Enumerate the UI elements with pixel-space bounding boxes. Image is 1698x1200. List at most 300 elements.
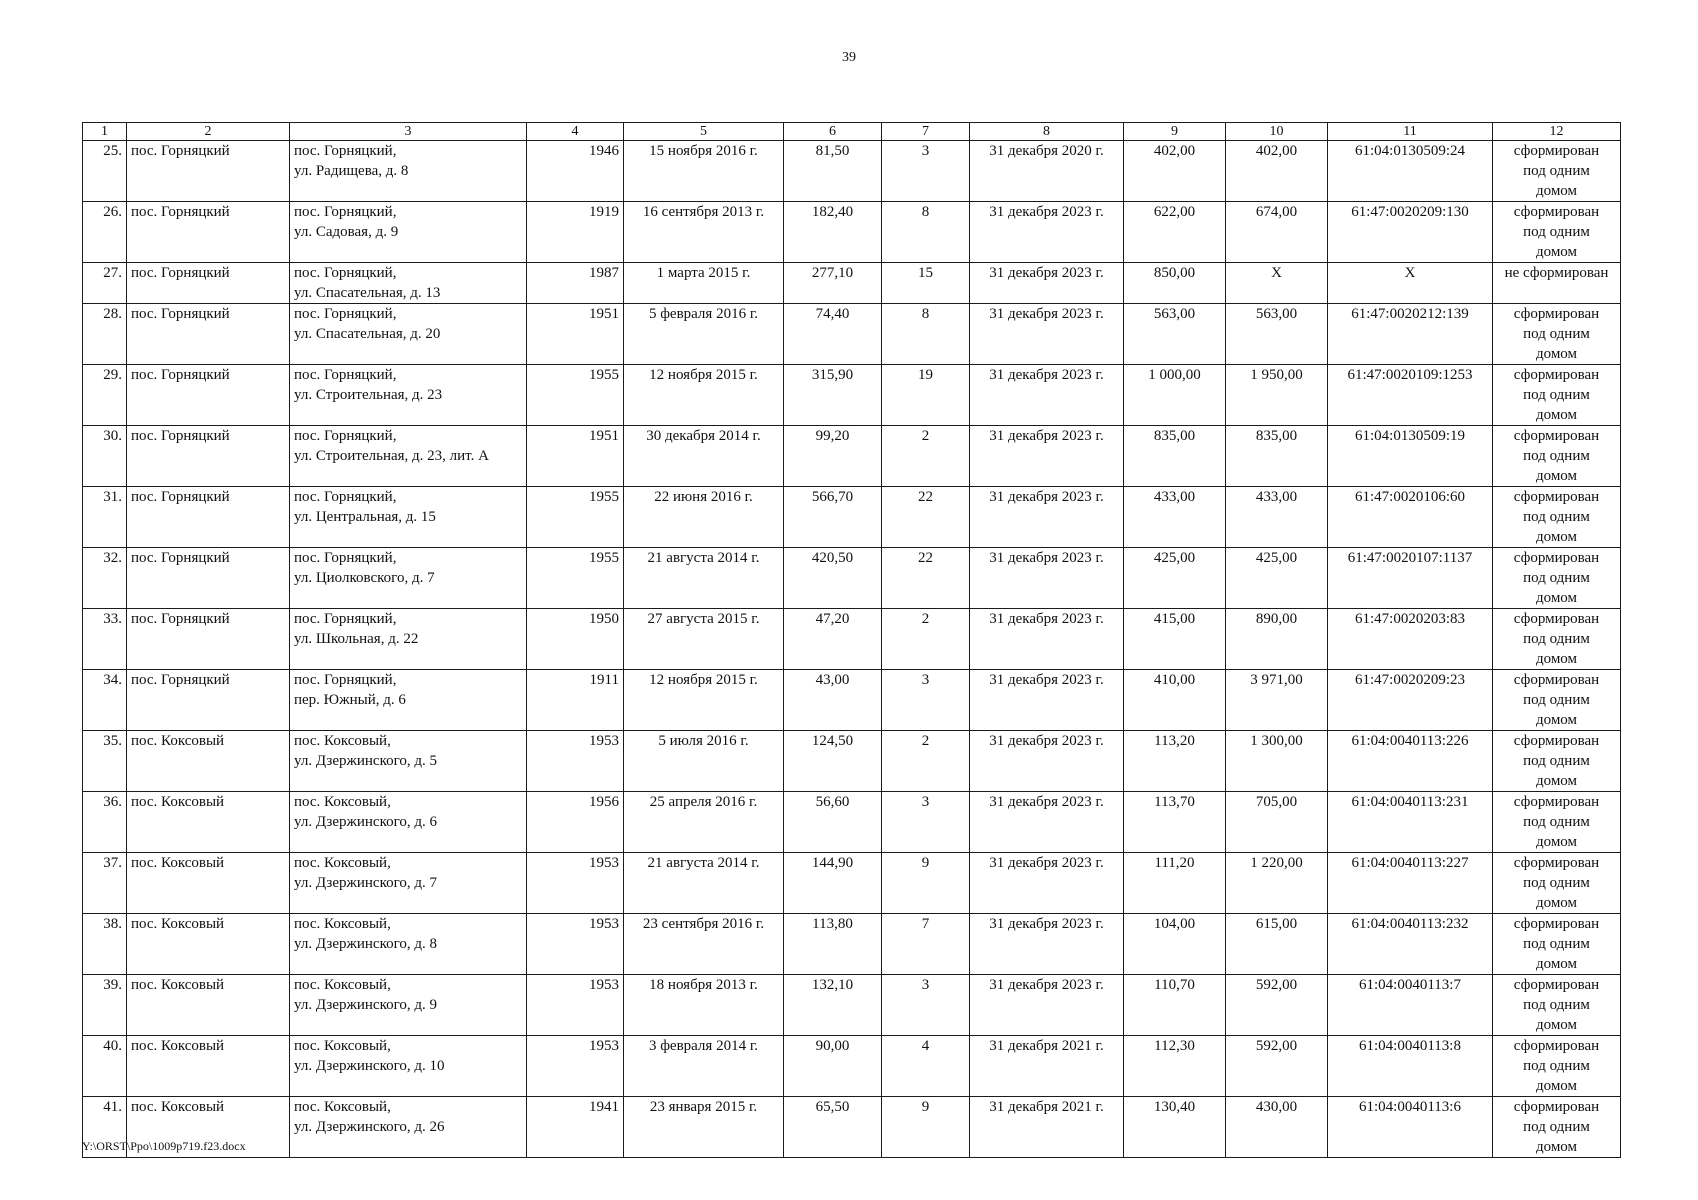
table-row	[83, 1036, 1621, 1097]
address-line: ул. Строительная, д. 23	[294, 387, 443, 403]
address-line: пос. Горняцкий,	[294, 550, 397, 566]
land-plot-status	[1493, 914, 1621, 975]
residents-count: 15	[882, 263, 970, 304]
address-line: ул. Спасательная, д. 13	[294, 285, 441, 301]
status-line: сформирован	[1513, 794, 1600, 810]
resettlement-deadline: 31 декабря 2021 г.	[970, 1097, 1124, 1158]
residents-count: 2	[882, 731, 970, 792]
status-line: под одним	[1523, 692, 1590, 708]
address-line: ул. Школьная, д. 22	[294, 631, 419, 647]
address-line: пос. Коксовый,	[294, 794, 391, 810]
address-line: пос. Горняцкий,	[294, 428, 397, 444]
settlement-name: пос. Горняцкий	[127, 548, 290, 609]
recognition-date: 23 января 2015 г.	[624, 1097, 784, 1158]
table-row	[83, 548, 1621, 609]
residents-count: 3	[882, 670, 970, 731]
settlement-name: пос. Коксовый	[127, 731, 290, 792]
status-line: сформирован	[1513, 143, 1600, 159]
residents-count: 9	[882, 853, 970, 914]
construction-year: 1987	[527, 263, 624, 304]
status-line: под одним	[1523, 570, 1590, 586]
address-line: ул. Спасательная, д. 20	[294, 326, 441, 342]
column-9-value: 104,00	[1124, 914, 1226, 975]
status-line: домом	[1535, 468, 1578, 484]
column-10-value: 674,00	[1226, 202, 1328, 263]
status-line: сформирован	[1513, 550, 1600, 566]
status-line: домом	[1535, 1078, 1578, 1094]
residents-count: 2	[882, 426, 970, 487]
area-value: 315,90	[784, 365, 882, 426]
land-plot-status	[1493, 304, 1621, 365]
recognition-date: 15 ноября 2016 г.	[624, 141, 784, 202]
land-plot-status	[1493, 853, 1621, 914]
column-9-value: 622,00	[1124, 202, 1226, 263]
recognition-date: 16 сентября 2013 г.	[624, 202, 784, 263]
recognition-date: 23 сентября 2016 г.	[624, 914, 784, 975]
column-10-value: 1 300,00	[1226, 731, 1328, 792]
cadastral-number: 61:04:0040113:8	[1328, 1036, 1493, 1097]
status-line: домом	[1535, 244, 1578, 260]
address-line: ул. Дзержинского, д. 10	[294, 1058, 445, 1074]
row-number: 38.	[83, 914, 127, 975]
status-line: сформирован	[1513, 489, 1600, 505]
status-line: под одним	[1523, 936, 1590, 952]
address-line: ул. Центральная, д. 15	[294, 509, 436, 525]
status-line: сформирован	[1513, 672, 1600, 688]
status-line: под одним	[1523, 387, 1590, 403]
row-number: 26.	[83, 202, 127, 263]
column-10-value: 592,00	[1226, 1036, 1328, 1097]
resettlement-deadline: 31 декабря 2023 г.	[970, 426, 1124, 487]
settlement-name: пос. Горняцкий	[127, 304, 290, 365]
resettlement-deadline: 31 декабря 2023 г.	[970, 304, 1124, 365]
table-row	[83, 975, 1621, 1036]
status-line: домом	[1535, 183, 1578, 199]
house-address	[290, 426, 527, 487]
address-line: ул. Дзержинского, д. 8	[294, 936, 438, 952]
land-plot-status	[1493, 487, 1621, 548]
address-line: ул. Дзержинского, д. 9	[294, 997, 438, 1013]
house-address	[290, 670, 527, 731]
address-line: пос. Горняцкий,	[294, 489, 397, 505]
column-header: 11	[1328, 123, 1493, 141]
cadastral-number: 61:04:0040113:227	[1328, 853, 1493, 914]
column-10-value: 402,00	[1226, 141, 1328, 202]
cadastral-number: 61:47:0020209:23	[1328, 670, 1493, 731]
address-line: пос. Горняцкий,	[294, 306, 397, 322]
recognition-date: 5 июля 2016 г.	[624, 731, 784, 792]
construction-year: 1955	[527, 548, 624, 609]
land-plot-status	[1493, 609, 1621, 670]
land-plot-status	[1493, 548, 1621, 609]
area-value: 113,80	[784, 914, 882, 975]
residents-count: 19	[882, 365, 970, 426]
resettlement-deadline: 31 декабря 2023 г.	[970, 731, 1124, 792]
house-address	[290, 365, 527, 426]
area-value: 90,00	[784, 1036, 882, 1097]
row-number: 34.	[83, 670, 127, 731]
status-line: под одним	[1523, 753, 1590, 769]
house-address	[290, 853, 527, 914]
cadastral-number: 61:47:0020107:1137	[1328, 548, 1493, 609]
table-row	[83, 670, 1621, 731]
row-number: 28.	[83, 304, 127, 365]
column-10-value: 3 971,00	[1226, 670, 1328, 731]
table-row	[83, 914, 1621, 975]
status-line: сформирован	[1513, 204, 1600, 220]
area-value: 99,20	[784, 426, 882, 487]
address-line: пос. Коксовый,	[294, 855, 391, 871]
resettlement-deadline: 31 декабря 2023 г.	[970, 975, 1124, 1036]
cadastral-number: 61:47:0020212:139	[1328, 304, 1493, 365]
table-row	[83, 365, 1621, 426]
address-line: ул. Циолковского, д. 7	[294, 570, 435, 586]
settlement-name: пос. Горняцкий	[127, 365, 290, 426]
column-header: 3	[290, 123, 527, 141]
status-line: сформирован	[1513, 733, 1600, 749]
column-9-value: 425,00	[1124, 548, 1226, 609]
column-10-value: 1 950,00	[1226, 365, 1328, 426]
row-number: 27.	[83, 263, 127, 304]
table-row	[83, 731, 1621, 792]
area-value: 74,40	[784, 304, 882, 365]
row-number: 40.	[83, 1036, 127, 1097]
construction-year: 1953	[527, 914, 624, 975]
residents-count: 8	[882, 304, 970, 365]
address-line: ул. Дзержинского, д. 26	[294, 1119, 445, 1135]
table-row	[83, 263, 1621, 304]
land-plot-status	[1493, 670, 1621, 731]
column-number-row	[83, 123, 1621, 141]
status-line: сформирован	[1513, 428, 1600, 444]
status-line: домом	[1535, 651, 1578, 667]
construction-year: 1951	[527, 304, 624, 365]
residents-count: 4	[882, 1036, 970, 1097]
table-row	[83, 426, 1621, 487]
status-line: домом	[1535, 773, 1578, 789]
land-plot-status	[1493, 1036, 1621, 1097]
cadastral-number: 61:47:0020106:60	[1328, 487, 1493, 548]
column-10-value: 592,00	[1226, 975, 1328, 1036]
row-number: 35.	[83, 731, 127, 792]
status-line: под одним	[1523, 997, 1590, 1013]
cadastral-number: 61:04:0130509:24	[1328, 141, 1493, 202]
table-row	[83, 1097, 1621, 1158]
row-number: 36.	[83, 792, 127, 853]
recognition-date: 12 ноября 2015 г.	[624, 365, 784, 426]
column-9-value: 563,00	[1124, 304, 1226, 365]
settlement-name: пос. Горняцкий	[127, 141, 290, 202]
house-address	[290, 141, 527, 202]
status-line: под одним	[1523, 1119, 1590, 1135]
resettlement-deadline: 31 декабря 2023 г.	[970, 792, 1124, 853]
address-line: пер. Южный, д. 6	[294, 692, 406, 708]
area-value: 277,10	[784, 263, 882, 304]
settlement-name: пос. Горняцкий	[127, 263, 290, 304]
status-line: домом	[1535, 834, 1578, 850]
settlement-name: пос. Коксовый	[127, 1036, 290, 1097]
table-body	[83, 123, 1621, 1158]
house-address	[290, 304, 527, 365]
status-line: домом	[1535, 895, 1578, 911]
house-address	[290, 1097, 527, 1158]
status-line: под одним	[1523, 631, 1590, 647]
construction-year: 1953	[527, 1036, 624, 1097]
address-line: пос. Коксовый,	[294, 733, 391, 749]
construction-year: 1950	[527, 609, 624, 670]
column-9-value: 110,70	[1124, 975, 1226, 1036]
cadastral-number: Х	[1328, 263, 1493, 304]
cadastral-number: 61:04:0040113:7	[1328, 975, 1493, 1036]
footer-file-path: Y:\ORST\Ppo\1009p719.f23.docx	[82, 1139, 246, 1153]
table-row	[83, 304, 1621, 365]
settlement-name: пос. Горняцкий	[127, 487, 290, 548]
residents-count: 9	[882, 1097, 970, 1158]
status-line: под одним	[1523, 875, 1590, 891]
status-line: под одним	[1523, 448, 1590, 464]
column-9-value: 112,30	[1124, 1036, 1226, 1097]
house-address	[290, 548, 527, 609]
column-header: 2	[127, 123, 290, 141]
address-line: пос. Горняцкий,	[294, 672, 397, 688]
area-value: 566,70	[784, 487, 882, 548]
construction-year: 1953	[527, 975, 624, 1036]
area-value: 124,50	[784, 731, 882, 792]
column-header: 7	[882, 123, 970, 141]
status-line: сформирован	[1513, 1038, 1600, 1054]
construction-year: 1955	[527, 487, 624, 548]
status-line: под одним	[1523, 814, 1590, 830]
settlement-name: пос. Коксовый	[127, 975, 290, 1036]
area-value: 144,90	[784, 853, 882, 914]
house-address	[290, 975, 527, 1036]
area-value: 65,50	[784, 1097, 882, 1158]
cadastral-number: 61:47:0020203:83	[1328, 609, 1493, 670]
resettlement-deadline: 31 декабря 2021 г.	[970, 1036, 1124, 1097]
house-address	[290, 263, 527, 304]
column-9-value: 130,40	[1124, 1097, 1226, 1158]
address-line: ул. Дзержинского, д. 7	[294, 875, 438, 891]
land-plot-status	[1493, 975, 1621, 1036]
column-9-value: 402,00	[1124, 141, 1226, 202]
recognition-date: 12 ноября 2015 г.	[624, 670, 784, 731]
house-address	[290, 202, 527, 263]
status-line: под одним	[1523, 163, 1590, 179]
resettlement-deadline: 31 декабря 2023 г.	[970, 263, 1124, 304]
address-line: ул. Садовая, д. 9	[294, 224, 399, 240]
land-plot-status	[1493, 263, 1621, 304]
land-plot-status	[1493, 426, 1621, 487]
address-line: пос. Горняцкий,	[294, 367, 397, 383]
row-number: 41.	[83, 1097, 127, 1158]
column-9-value: 433,00	[1124, 487, 1226, 548]
residents-count: 3	[882, 141, 970, 202]
column-header: 5	[624, 123, 784, 141]
column-9-value: 113,20	[1124, 731, 1226, 792]
status-line: под одним	[1523, 224, 1590, 240]
row-number: 29.	[83, 365, 127, 426]
status-line: сформирован	[1513, 1099, 1600, 1115]
cadastral-number: 61:04:0130509:19	[1328, 426, 1493, 487]
cadastral-number: 61:04:0040113:226	[1328, 731, 1493, 792]
settlement-name: пос. Горняцкий	[127, 426, 290, 487]
construction-year: 1953	[527, 731, 624, 792]
recognition-date: 25 апреля 2016 г.	[624, 792, 784, 853]
land-plot-status	[1493, 731, 1621, 792]
status-line: домом	[1535, 529, 1578, 545]
resettlement-deadline: 31 декабря 2023 г.	[970, 609, 1124, 670]
row-number: 33.	[83, 609, 127, 670]
land-plot-status	[1493, 792, 1621, 853]
area-value: 43,00	[784, 670, 882, 731]
status-line: домом	[1535, 1017, 1578, 1033]
construction-year: 1951	[527, 426, 624, 487]
address-line: ул. Дзержинского, д. 5	[294, 753, 438, 769]
column-9-value: 835,00	[1124, 426, 1226, 487]
column-10-value: 425,00	[1226, 548, 1328, 609]
cadastral-number: 61:04:0040113:6	[1328, 1097, 1493, 1158]
recognition-date: 21 августа 2014 г.	[624, 548, 784, 609]
house-address	[290, 792, 527, 853]
area-value: 47,20	[784, 609, 882, 670]
column-10-value: 705,00	[1226, 792, 1328, 853]
house-address	[290, 1036, 527, 1097]
resettlement-deadline: 31 декабря 2023 г.	[970, 548, 1124, 609]
recognition-date: 22 июня 2016 г.	[624, 487, 784, 548]
area-value: 81,50	[784, 141, 882, 202]
recognition-date: 27 августа 2015 г.	[624, 609, 784, 670]
status-line: домом	[1535, 1139, 1578, 1155]
column-9-value: 111,20	[1124, 853, 1226, 914]
settlement-name: пос. Коксовый	[127, 792, 290, 853]
cadastral-number: 61:47:0020109:1253	[1328, 365, 1493, 426]
settlement-name: пос. Горняцкий	[127, 670, 290, 731]
table-row	[83, 853, 1621, 914]
address-line: ул. Строительная, д. 23, лит. А	[294, 448, 489, 464]
address-line: пос. Горняцкий,	[294, 611, 397, 627]
column-header: 6	[784, 123, 882, 141]
recognition-date: 5 февраля 2016 г.	[624, 304, 784, 365]
column-9-value: 415,00	[1124, 609, 1226, 670]
column-10-value: 1 220,00	[1226, 853, 1328, 914]
address-line: пос. Горняцкий,	[294, 265, 397, 281]
table-row	[83, 609, 1621, 670]
residents-count: 8	[882, 202, 970, 263]
settlement-name: пос. Коксовый	[127, 853, 290, 914]
column-9-value: 1 000,00	[1124, 365, 1226, 426]
column-header: 12	[1493, 123, 1621, 141]
status-line: домом	[1535, 956, 1578, 972]
column-9-value: 850,00	[1124, 263, 1226, 304]
address-line: ул. Дзержинского, д. 6	[294, 814, 438, 830]
residents-count: 2	[882, 609, 970, 670]
construction-year: 1919	[527, 202, 624, 263]
column-10-value: 563,00	[1226, 304, 1328, 365]
status-line: сформирован	[1513, 611, 1600, 627]
row-number: 37.	[83, 853, 127, 914]
recognition-date: 21 августа 2014 г.	[624, 853, 784, 914]
row-number: 39.	[83, 975, 127, 1036]
resettlement-deadline: 31 декабря 2023 г.	[970, 487, 1124, 548]
address-line: пос. Коксовый,	[294, 1099, 391, 1115]
area-value: 56,60	[784, 792, 882, 853]
row-number: 25.	[83, 141, 127, 202]
status-line: сформирован	[1513, 367, 1600, 383]
recognition-date: 1 марта 2015 г.	[624, 263, 784, 304]
status-line: домом	[1535, 346, 1578, 362]
column-10-value: 433,00	[1226, 487, 1328, 548]
land-plot-status	[1493, 1097, 1621, 1158]
address-line: ул. Радищева, д. 8	[294, 163, 409, 179]
table-row	[83, 141, 1621, 202]
house-address	[290, 731, 527, 792]
construction-year: 1956	[527, 792, 624, 853]
status-line: домом	[1535, 407, 1578, 423]
row-number: 31.	[83, 487, 127, 548]
cadastral-number: 61:04:0040113:231	[1328, 792, 1493, 853]
column-header: 1	[83, 123, 127, 141]
row-number: 32.	[83, 548, 127, 609]
construction-year: 1911	[527, 670, 624, 731]
residents-count: 3	[882, 792, 970, 853]
resettlement-deadline: 31 декабря 2023 г.	[970, 914, 1124, 975]
status-line: домом	[1535, 712, 1578, 728]
construction-year: 1946	[527, 141, 624, 202]
column-9-value: 113,70	[1124, 792, 1226, 853]
settlement-name: пос. Горняцкий	[127, 609, 290, 670]
status-line: не сформирован	[1504, 265, 1609, 281]
column-10-value: 430,00	[1226, 1097, 1328, 1158]
status-line: под одним	[1523, 509, 1590, 525]
status-line: сформирован	[1513, 306, 1600, 322]
status-line: домом	[1535, 590, 1578, 606]
status-line: сформирован	[1513, 916, 1600, 932]
house-address	[290, 914, 527, 975]
resettlement-deadline: 31 декабря 2020 г.	[970, 141, 1124, 202]
land-plot-status	[1493, 365, 1621, 426]
address-line: пос. Горняцкий,	[294, 204, 397, 220]
column-header: 10	[1226, 123, 1328, 141]
address-line: пос. Горняцкий,	[294, 143, 397, 159]
status-line: сформирован	[1513, 977, 1600, 993]
column-header: 4	[527, 123, 624, 141]
area-value: 182,40	[784, 202, 882, 263]
row-number: 30.	[83, 426, 127, 487]
house-address	[290, 487, 527, 548]
table-row	[83, 202, 1621, 263]
cadastral-number: 61:47:0020209:130	[1328, 202, 1493, 263]
column-header: 9	[1124, 123, 1226, 141]
address-line: пос. Коксовый,	[294, 1038, 391, 1054]
resettlement-deadline: 31 декабря 2023 г.	[970, 365, 1124, 426]
address-line: пос. Коксовый,	[294, 916, 391, 932]
area-value: 132,10	[784, 975, 882, 1036]
area-value: 420,50	[784, 548, 882, 609]
recognition-date: 30 декабря 2014 г.	[624, 426, 784, 487]
settlement-name: пос. Горняцкий	[127, 202, 290, 263]
residents-count: 22	[882, 487, 970, 548]
column-header: 8	[970, 123, 1124, 141]
resettlement-deadline: 31 декабря 2023 г.	[970, 202, 1124, 263]
land-plot-status	[1493, 202, 1621, 263]
status-line: под одним	[1523, 1058, 1590, 1074]
construction-year: 1953	[527, 853, 624, 914]
column-10-value: Х	[1226, 263, 1328, 304]
recognition-date: 3 февраля 2014 г.	[624, 1036, 784, 1097]
residents-count: 7	[882, 914, 970, 975]
construction-year: 1941	[527, 1097, 624, 1158]
status-line: под одним	[1523, 326, 1590, 342]
